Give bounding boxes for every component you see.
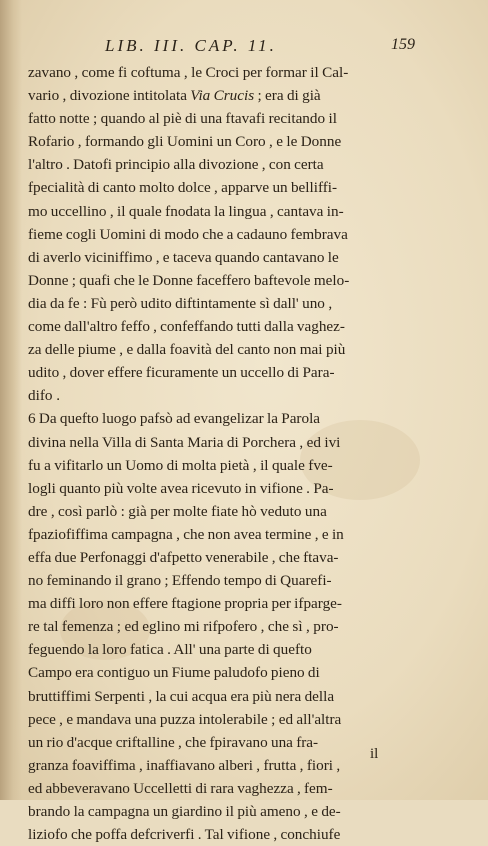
page-header (95, 36, 415, 60)
catchword: il (370, 746, 379, 762)
text-line: fatto notte ; quando al piè di una ftavafi recitando il (28, 110, 337, 128)
page-number: 159 (391, 36, 415, 53)
body-text (28, 61, 468, 846)
text-line: brando la campagna un giardino il più ameno , e de- (28, 803, 341, 820)
italic-phrase: Via Crucis (190, 87, 255, 105)
text-line: 6 Da quefto luogo pafsò ad evangelizar la Parola (28, 410, 321, 428)
text-line: granza foaviffima , inaffiavano alberi , frutta , fiori , (28, 756, 341, 774)
text-line: fpecialità di canto molto dolce , apparve un belliffi- (28, 179, 338, 197)
text-line: ma diffi loro non effere ftagione propria per ifparge- (28, 595, 342, 613)
text-line: bruttiffimi Serpenti , la cui acqua era più nera della (28, 687, 335, 705)
text-line: effa due Perfonaggi d'afpetto venerabile , che ftava- (28, 548, 339, 566)
text-line: di averlo viciniffimo , e taceva quando cantavano le (28, 248, 339, 266)
text-line: feguendo la loro fatica . All' una parte di quefto (28, 641, 312, 659)
running-head: LIB. III. CAP. 11. (105, 36, 277, 55)
text-line: fpaziofiffima campagna , che non avea termine , e in (28, 525, 344, 543)
text-line: re tal femenza ; ed eglino mi rifpofero , che sì , pro- (28, 618, 339, 636)
text-line: l'altro . Datofi principio alla divozione , con certa (28, 156, 324, 174)
text-line: pece , e mandava una puzza intolerabile ; ed all'altra (28, 710, 342, 728)
text-line: no feminando il grano ; Effendo tempo di Quarefi- (28, 572, 332, 590)
text-line: dia da fe : Fù però udito diftintamente sì dall' uno , (28, 294, 333, 312)
text-line: liziofo che poffa defcriverfi . Tal vifione , conchiufe (28, 826, 341, 844)
text-line: difo . (28, 387, 61, 405)
text-line: Donne ; quafi che le Donne faceffero baftevole melo- (28, 271, 350, 289)
text-line: fu a vifitarlo un Uomo di molta pietà , il quale fve- (28, 456, 333, 474)
text-line: mo uccellino , il quale fnodata la lingua , cantava in- (28, 202, 344, 220)
text-line: Campo era contiguo un Fiume paludofo pieno di (28, 664, 320, 682)
text-line: dre , così parlò : già per molte fiate hò veduto una (28, 502, 327, 520)
text-line: fieme cogli Uomini di modo che a cadauno fembrava (28, 225, 348, 243)
text-line: come dall'altro feffo , confeffando tutti dalla vaghez- (28, 318, 345, 336)
text-line: ed abbeveravano Uccelletti di rara vaghezza , fem- (28, 779, 333, 797)
text-line: zavano , come fi coftuma , le Croci per formar il Cal- (28, 64, 349, 81)
text-line: divina nella Villa di Santa Maria di Porchera , ed ivi (28, 433, 341, 451)
text-line: vario , divozione intitolata Via Crucis ; era di già (28, 87, 321, 105)
text-line: Rofario , formando gli Uomini un Coro , e le Donne (28, 133, 342, 151)
page-gutter-shadow (0, 0, 22, 800)
text-line: za delle piume , e dalla foavità del canto non mai più (28, 341, 346, 359)
text-line: logli quanto più volte avea ricevuto in vifione . Pa- (28, 479, 334, 497)
text-line: udito , dover effere ficuramente un uccello di Para- (28, 364, 335, 382)
text-line: un rio d'acque criftalline , che fpiravano una fra- (28, 733, 319, 751)
